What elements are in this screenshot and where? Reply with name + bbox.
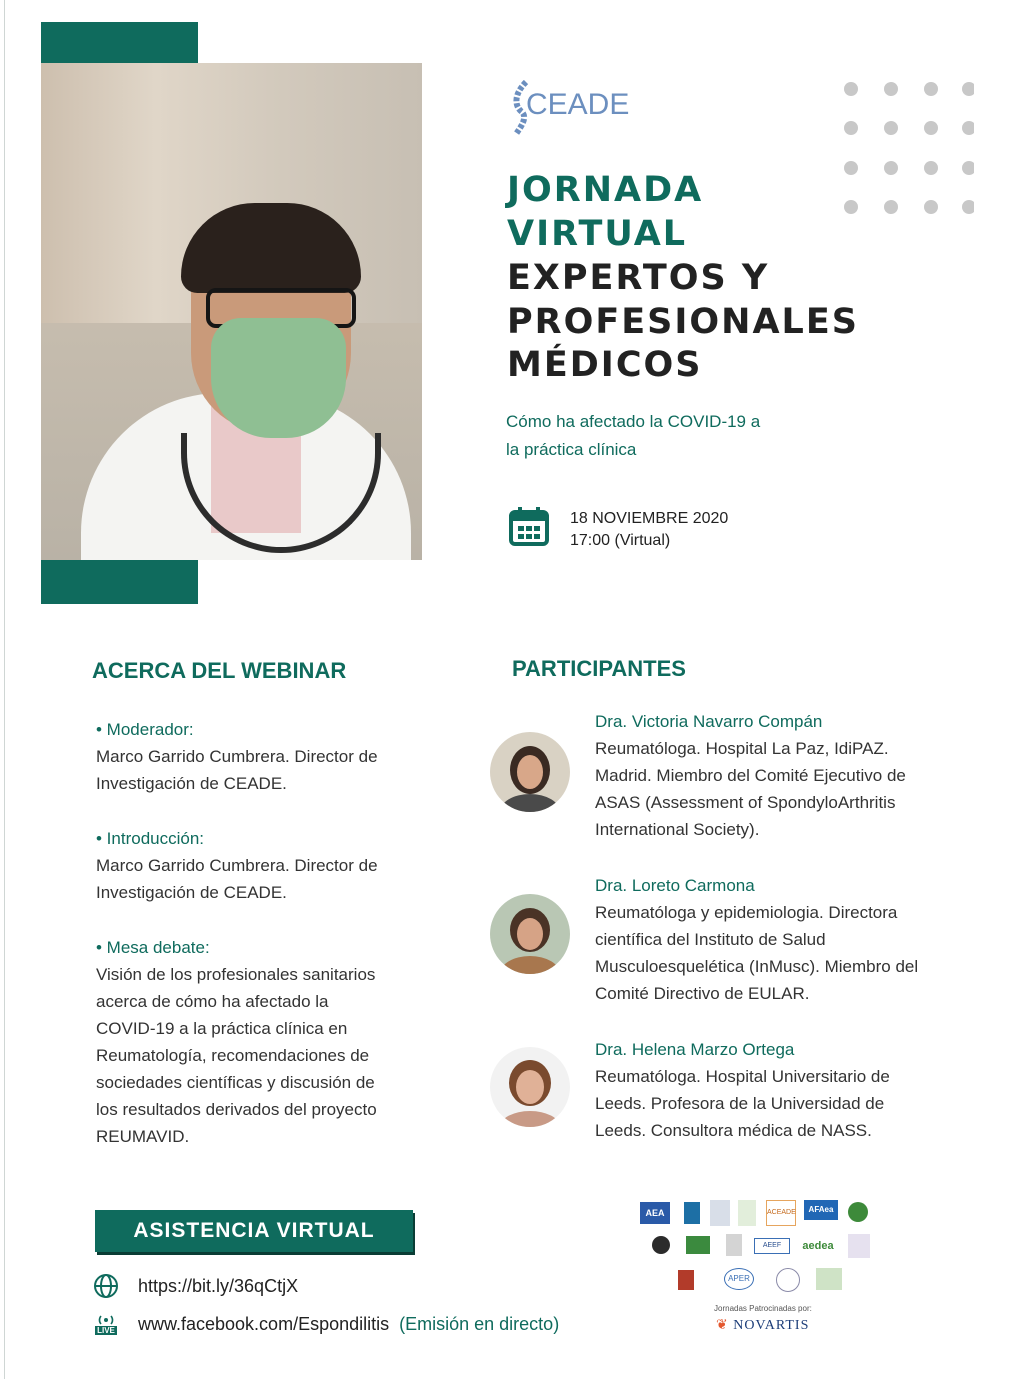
participant-bio-line: Leeds. Profesora de la Universidad de (595, 1094, 885, 1113)
sponsor-logo (652, 1236, 670, 1254)
participant-avatar (490, 894, 570, 974)
about-heading: ACERCA DEL WEBINAR (92, 658, 347, 683)
live-broadcast-icon (92, 1310, 120, 1338)
sponsor-logo (684, 1202, 700, 1224)
virtual-attendance-button[interactable]: ASISTENCIA VIRTUAL (95, 1210, 413, 1252)
participant-avatar (490, 1047, 570, 1127)
accent-block-top (41, 22, 198, 64)
participant-3 (595, 1036, 975, 1144)
web-link[interactable]: https://bit.ly/36qCtjX (138, 1275, 299, 1296)
facebook-link[interactable]: www.facebook.com/Espondilitis (138, 1313, 390, 1334)
moderator-line: Marco Garrido Cumbrera. Director de (96, 747, 378, 766)
participant-avatar (490, 732, 570, 812)
participant-name: Dra. Victoria Navarro Compán (595, 712, 823, 731)
event-time: 17:00 (Virtual) (570, 532, 671, 549)
subtitle (506, 408, 816, 464)
page-edge-line (4, 0, 5, 1379)
accent-block-bottom (41, 560, 198, 604)
live-note: (Emisión en directo) (399, 1313, 560, 1334)
live-label: LIVE (97, 1325, 115, 1335)
doctor-photo (41, 63, 422, 560)
debate-label: • Mesa debate: (96, 938, 210, 957)
participant-bio-line: Reumatóloga. Hospital La Paz, IdiPAZ. (595, 739, 889, 758)
intro-line: Marco Garrido Cumbrera. Director de (96, 856, 378, 875)
participant-bio-line: Leeds. Consultora médica de NASS. (595, 1121, 872, 1140)
sponsor-logo (726, 1234, 742, 1256)
title-line-1: JORNADA (507, 170, 704, 210)
participant-bio-line: Madrid. Miembro del Comité Ejecutivo de (595, 766, 906, 785)
intro-line: Investigación de CEADE. (96, 883, 287, 902)
participant-name: Dra. Helena Marzo Ortega (595, 1040, 795, 1059)
event-datetime (570, 508, 728, 552)
sponsor-logo: AEEF (754, 1238, 790, 1254)
debate-line: acerca de cómo ha afectado la (96, 992, 329, 1011)
moderator-label: • Moderador: (96, 720, 194, 739)
debate-line: REUMAVID. (96, 1127, 190, 1146)
intro-label: • Introducción: (96, 829, 205, 848)
about-intro (96, 825, 436, 906)
decorative-dots (844, 80, 974, 215)
about-debate (96, 934, 436, 1150)
title-line-4: PROFESIONALES (507, 302, 859, 342)
participants-heading: PARTICIPANTES (512, 656, 686, 681)
sponsor-logo: APER (724, 1268, 754, 1290)
participant-2 (595, 872, 975, 1007)
participant-bio-line: científica del Instituto de Salud (595, 930, 826, 949)
about-moderator (96, 716, 436, 797)
novartis-logo: ❦ NOVARTIS (716, 1318, 810, 1333)
moderator-line: Investigación de CEADE. (96, 774, 287, 793)
logo-text: CEADE (526, 88, 630, 121)
web-link-row (92, 1272, 298, 1300)
sponsor-logo (678, 1270, 694, 1290)
sponsor-logo (738, 1200, 756, 1226)
calendar-icon (508, 505, 550, 547)
participant-bio-line: Reumatóloga. Hospital Universitario de (595, 1067, 890, 1086)
sponsor-logo: aedea (802, 1240, 834, 1252)
sponsor-logo (686, 1236, 710, 1254)
debate-line: los resultados derivados del proyecto (96, 1100, 377, 1119)
participant-name: Dra. Loreto Carmona (595, 876, 755, 895)
subtitle-line-2: la práctica clínica (506, 440, 637, 459)
novartis-text: NOVARTIS (733, 1318, 810, 1333)
sponsor-logo: AEA (640, 1202, 670, 1224)
title-line-2: VIRTUAL (507, 214, 688, 254)
title-line-3: EXPERTOS Y (507, 258, 770, 298)
sponsor-logo (848, 1234, 870, 1258)
sponsor-logo (816, 1268, 842, 1290)
globe-icon (92, 1272, 120, 1300)
debate-line: Reumatología, recomendaciones de (96, 1046, 370, 1065)
event-date: 18 NOVIEMBRE 2020 (570, 510, 729, 527)
sponsor-logo (848, 1202, 868, 1222)
sponsor-logo (776, 1268, 800, 1292)
participant-bio-line: Reumatóloga y epidemiologia. Directora (595, 903, 898, 922)
participant-bio-line: International Society). (595, 820, 760, 839)
title-line-5: MÉDICOS (507, 345, 703, 385)
debate-line: Visión de los profesionales sanitarios (96, 965, 376, 984)
facebook-link-row (92, 1310, 559, 1338)
participant-bio-line: Musculoesquelética (InMusc). Miembro del (595, 957, 919, 976)
subtitle-line-1: Cómo ha afectado la COVID-19 a (506, 412, 761, 431)
debate-line: sociedades científicas y discusión de (96, 1073, 375, 1092)
debate-line: COVID-19 a la práctica clínica en (96, 1019, 348, 1038)
sponsor-logo (710, 1200, 730, 1226)
participant-bio-line: ASAS (Assessment of SpondyloArthritis (595, 793, 896, 812)
sponsor-note: Jornadas Patrocinadas por: (714, 1304, 812, 1313)
sponsor-logo: AFAea (804, 1200, 838, 1220)
participant-1 (595, 708, 975, 843)
sponsor-logo: ACEADE (766, 1200, 796, 1226)
participant-bio-line: Comité Directivo de EULAR. (595, 984, 810, 1003)
